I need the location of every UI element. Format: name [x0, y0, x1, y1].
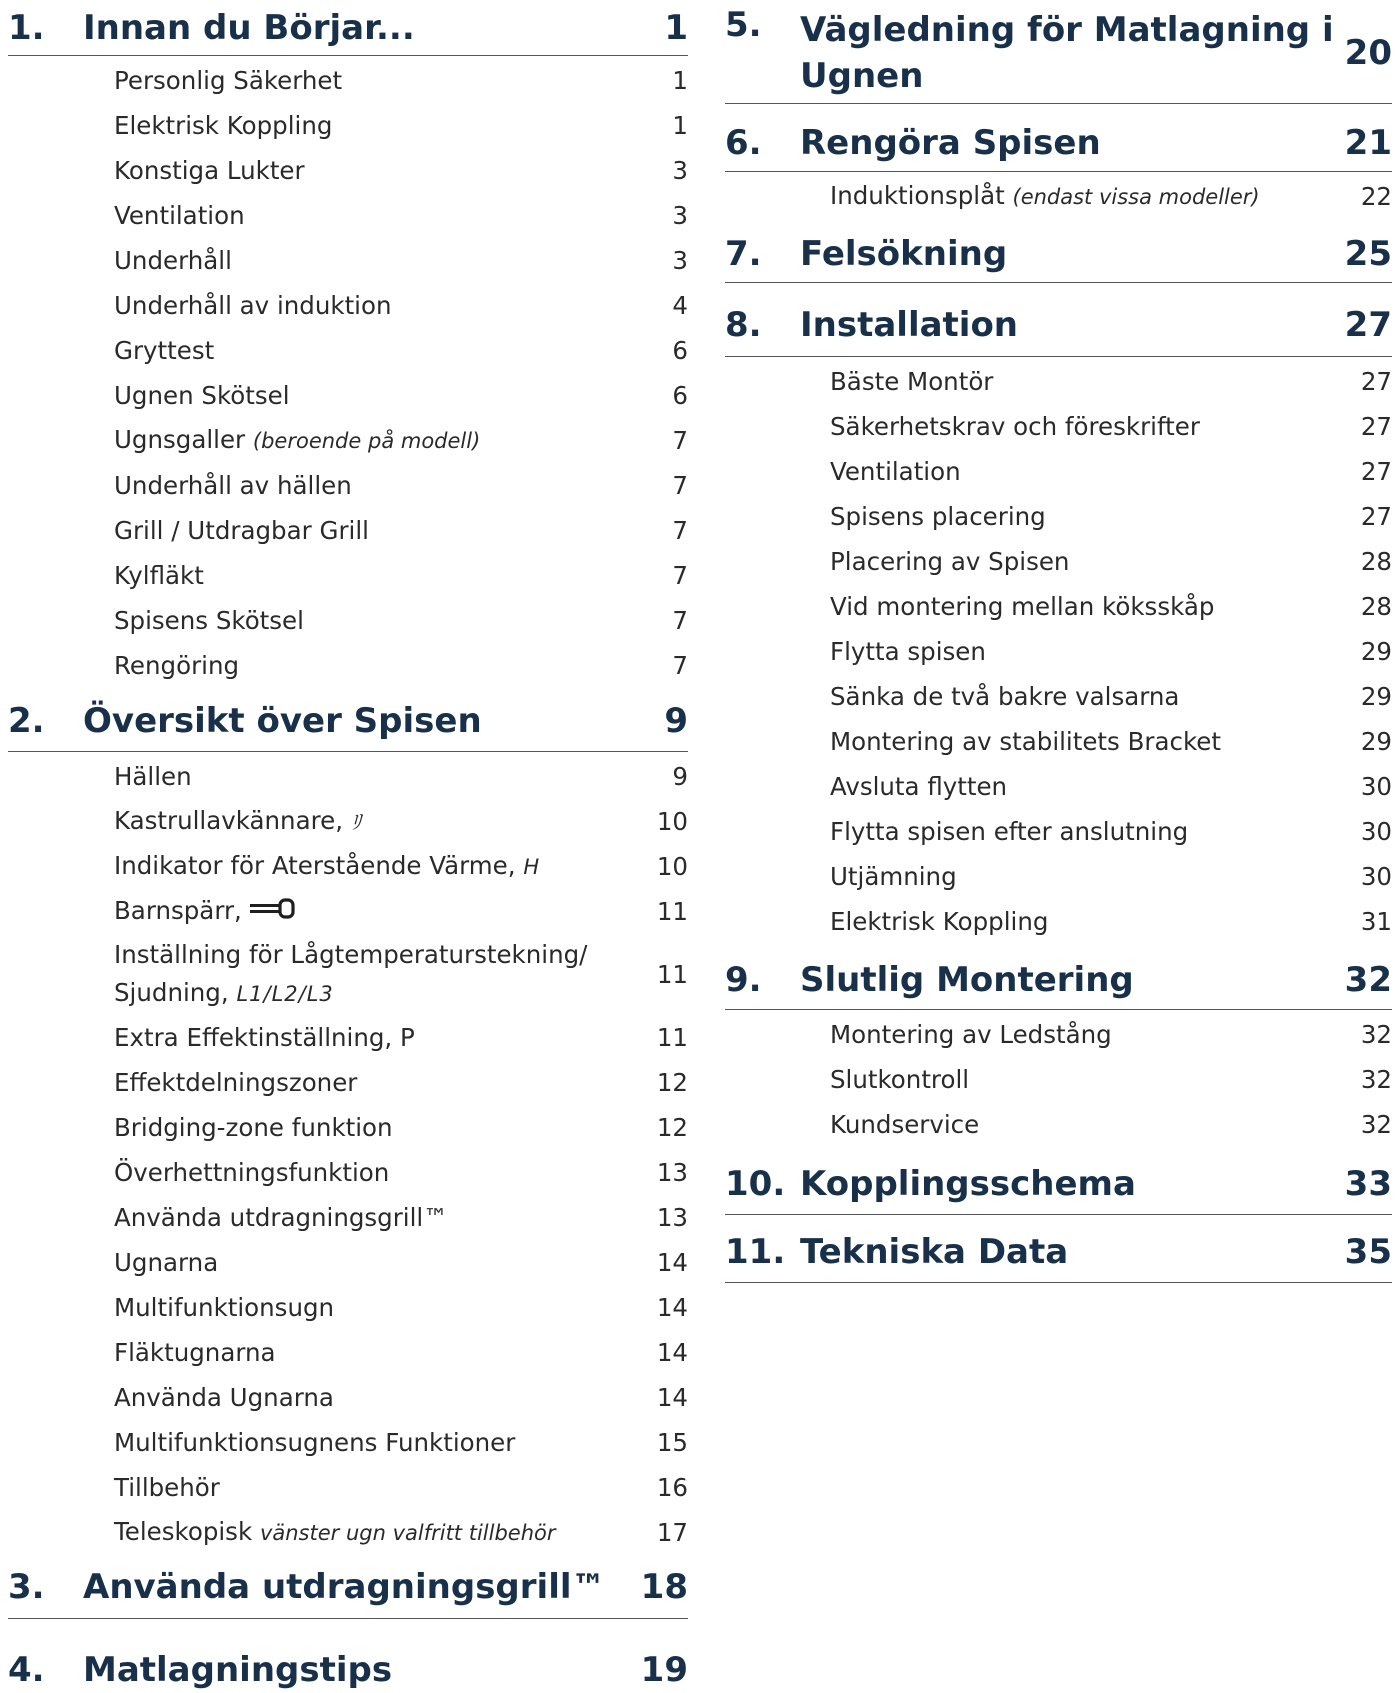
toc-entry[interactable] [8, 1285, 688, 1330]
entry-page: 27 [1360, 412, 1392, 441]
entry-title: Rengöring [114, 650, 240, 680]
toc-section-heading[interactable] [725, 283, 1392, 357]
entry-page: 14 [656, 1248, 688, 1277]
entry-page: 7 [672, 606, 688, 635]
entry-title: Slutkontroll [830, 1064, 970, 1094]
toc-section-heading[interactable] [8, 1555, 688, 1619]
toc-entry[interactable] [8, 799, 688, 844]
section-title: Översikt över Spisen [83, 700, 482, 741]
entry-title: Elektrisk Koppling [114, 110, 333, 140]
entry-title: Grill / Utdragbar Grill [114, 515, 369, 545]
section-number: 1. [8, 7, 45, 48]
entry-page: 31 [1360, 907, 1392, 936]
entry-title-line2: Sjudning, [114, 978, 229, 1007]
toc-entry[interactable] [8, 1015, 688, 1060]
entry-page: 6 [672, 381, 688, 410]
entry-page: 30 [1360, 772, 1392, 801]
toc-section-7 [725, 219, 1392, 283]
entry-title: Multifunktionsugnens Funktioner [114, 1427, 516, 1457]
section-page: 9 [664, 700, 688, 741]
entry-title: Montering av stabilitets Bracket [830, 726, 1221, 756]
toc-section-2 [8, 690, 688, 1555]
entry-page: 32 [1360, 1065, 1392, 1094]
entry-title: Konstiga Lukter [114, 155, 305, 185]
entry-page: 4 [672, 291, 688, 320]
section-number: 8. [725, 304, 762, 345]
toc-entry[interactable] [725, 174, 1392, 219]
section-title: Vägledning för Matlagning i [800, 9, 1334, 50]
toc-section-heading[interactable] [725, 219, 1392, 283]
toc-entry[interactable] [8, 463, 688, 508]
entry-title: Montering av Ledstång [830, 1019, 1112, 1049]
toc-entry[interactable] [8, 754, 688, 799]
entry-page: 14 [656, 1383, 688, 1412]
section-number: 10. [725, 1163, 786, 1204]
toc-entry[interactable] [8, 1375, 688, 1420]
entry-title: Ugnsgaller [114, 425, 246, 454]
entry-title: Effektdelningszoner [114, 1067, 358, 1097]
entry-page: 13 [656, 1158, 688, 1187]
toc-entry[interactable] [8, 508, 688, 553]
entry-title: Underhåll av induktion [114, 290, 392, 320]
entry-title: Utjämning [830, 861, 957, 891]
toc-entry[interactable] [8, 1330, 688, 1375]
toc-entry[interactable] [8, 1105, 688, 1150]
entry-page: 10 [656, 852, 688, 881]
toc-section-heading[interactable] [8, 1619, 688, 1693]
entry-page: 1 [672, 66, 688, 95]
entry-title: Kundservice [830, 1109, 980, 1139]
entry-page: 16 [656, 1473, 688, 1502]
toc-entry[interactable] [8, 283, 688, 328]
entry-page: 7 [672, 516, 688, 545]
entry-title: Ugnen Skötsel [114, 380, 290, 410]
toc-left-column [8, 0, 688, 1693]
entry-page: 11 [656, 897, 688, 926]
toc-entry[interactable] [8, 889, 688, 934]
toc-section-heading[interactable] [8, 690, 688, 752]
entry-title: Ugnarna [114, 1247, 219, 1277]
toc-entry[interactable] [8, 418, 688, 463]
toc-entry[interactable] [725, 404, 1392, 449]
entry-page: 30 [1360, 817, 1392, 846]
toc-entry[interactable] [725, 539, 1392, 584]
section-number: 7. [725, 233, 762, 274]
section-title: Felsökning [800, 233, 1008, 274]
entry-title: Ventilation [830, 456, 961, 486]
entry-page: 7 [672, 561, 688, 590]
toc-entry[interactable] [725, 899, 1392, 944]
entry-page: 9 [672, 762, 688, 791]
section-number: 4. [8, 1650, 45, 1690]
entry-note: vänster ugn valfritt tillbehör [259, 1521, 556, 1545]
entry-title: Ventilation [114, 200, 245, 230]
entry-page: 32 [1360, 1020, 1392, 1049]
entry-page: 28 [1360, 547, 1392, 576]
entry-title: Teleskopisk [114, 1517, 253, 1546]
entry-page: 32 [1360, 1110, 1392, 1139]
toc-section-3 [8, 1555, 688, 1619]
entry-title: Använda Ugnarna [114, 1382, 334, 1412]
entry-title: Flytta spisen [830, 636, 986, 666]
entry-title: Tillbehör [114, 1472, 220, 1502]
section-page: 32 [1344, 959, 1392, 1000]
entry-title: Underhåll av hällen [114, 470, 352, 500]
entry-note: (endast vissa modeller) [1012, 185, 1260, 209]
entry-page: 14 [656, 1293, 688, 1322]
toc-entry[interactable] [725, 1012, 1392, 1057]
toc-section-heading[interactable] [725, 1215, 1392, 1283]
section-page: 1 [664, 7, 688, 48]
entry-title: Multifunktionsugn [114, 1292, 335, 1322]
entry-title: Inställning för Lågtemperaturstekning/ [114, 940, 588, 969]
entry-title: Placering av Spisen [830, 546, 1070, 576]
entry-note: (beroende på modell) [252, 429, 481, 453]
toc-entry[interactable] [725, 629, 1392, 674]
section-page: 18 [640, 1566, 688, 1607]
entry-page: 12 [656, 1068, 688, 1097]
entry-page: 1 [672, 111, 688, 140]
toc-entry[interactable] [725, 584, 1392, 629]
entry-title: Indikator för Aterstående Värme, [114, 851, 516, 880]
section-title: Rengöra Spisen [800, 122, 1101, 163]
entry-title: Överhettningsfunktion [114, 1157, 390, 1187]
toc-entry[interactable] [725, 854, 1392, 899]
toc-section-heading[interactable] [725, 1147, 1392, 1215]
toc-entry[interactable] [8, 58, 688, 103]
toc-section-heading[interactable] [725, 104, 1392, 172]
entry-page: 30 [1360, 862, 1392, 891]
toc-section-6 [725, 104, 1392, 219]
entry-title: Personlig Säkerhet [114, 65, 343, 95]
entry-title: Kylfläkt [114, 560, 204, 590]
toc-entry[interactable] [8, 598, 688, 643]
entry-page: 27 [1360, 367, 1392, 396]
toc-entry[interactable] [8, 103, 688, 148]
entry-title: Bäste Montör [830, 366, 994, 396]
entry-title: Spisens Skötsel [114, 605, 304, 635]
entry-title: Gryttest [114, 335, 215, 365]
entry-title: Sänka de två bakre valsarna [830, 681, 1180, 711]
toc-entry[interactable] [8, 1150, 688, 1195]
residual-heat-symbol: H [523, 855, 541, 879]
section-title: Installation [800, 304, 1019, 345]
section-page: 20 [1344, 32, 1392, 73]
toc-entry[interactable] [725, 449, 1392, 494]
section-number: 2. [8, 700, 45, 741]
toc-section-1 [8, 0, 688, 688]
entry-page: 7 [672, 651, 688, 680]
toc-section-10 [725, 1147, 1392, 1215]
section-title: Innan du Börjar... [83, 7, 415, 48]
entry-page: 13 [656, 1203, 688, 1232]
toc-entry[interactable] [725, 1102, 1392, 1147]
entry-page: 7 [672, 471, 688, 500]
section-page: 35 [1344, 1231, 1392, 1272]
entry-title: Säkerhetskrav och föreskrifter [830, 411, 1200, 441]
entry-page: 10 [656, 807, 688, 836]
entry-title: Extra Effektinställning, P [114, 1022, 415, 1052]
section-page: 25 [1344, 233, 1392, 274]
entry-title: Spisens placering [830, 501, 1046, 531]
toc-entry[interactable] [725, 359, 1392, 404]
low-temp-symbol: L1/L2/L3 [236, 982, 334, 1006]
entry-title: Kastrullavkännare, [114, 806, 343, 835]
toc-entry[interactable] [8, 1060, 688, 1105]
section-title: Slutlig Montering [800, 959, 1134, 1000]
toc-section-9 [725, 944, 1392, 1147]
entry-title: Vid montering mellan köksskåp [830, 591, 1215, 621]
toc-entry[interactable] [8, 328, 688, 373]
section-title: Använda utdragningsgrill™ [83, 1566, 606, 1607]
toc-entry[interactable] [8, 1195, 688, 1240]
toc-entry[interactable] [8, 193, 688, 238]
toc-section-8 [725, 283, 1392, 944]
section-title: Matlagningstips [83, 1650, 393, 1690]
entry-page: 11 [656, 1023, 688, 1052]
entry-title: Använda utdragningsgrill™ [114, 1202, 448, 1232]
entry-page: 22 [1360, 182, 1392, 211]
child-lock-icon [250, 893, 298, 931]
toc-section-heading[interactable] [725, 0, 1392, 104]
section-page: 21 [1344, 122, 1392, 163]
entry-page: 17 [656, 1518, 688, 1547]
section-page: 27 [1344, 304, 1392, 345]
toc-section-11 [725, 1215, 1392, 1283]
toc-entry[interactable] [8, 1465, 688, 1510]
entry-page: 11 [656, 960, 688, 989]
section-title: Tekniska Data [800, 1231, 1069, 1272]
entry-page: 29 [1360, 682, 1392, 711]
toc-entry[interactable] [8, 148, 688, 193]
entry-title: Flytta spisen efter anslutning [830, 816, 1189, 846]
section-number: 9. [725, 959, 762, 1000]
entry-page: 27 [1360, 457, 1392, 486]
entry-page: 3 [672, 246, 688, 275]
entry-page: 14 [656, 1338, 688, 1367]
toc-right-column [725, 0, 1392, 1283]
entry-page: 28 [1360, 592, 1392, 621]
entry-page: 7 [672, 426, 688, 455]
entry-title: Underhåll [114, 245, 232, 275]
section-number: 5. [725, 5, 762, 45]
section-page: 33 [1344, 1163, 1392, 1204]
entry-page: 29 [1360, 727, 1392, 756]
toc-entry[interactable] [725, 809, 1392, 854]
entry-title: Fläktugnarna [114, 1337, 276, 1367]
toc-entry[interactable] [8, 1510, 688, 1555]
toc-entry[interactable] [8, 643, 688, 688]
section-number: 11. [725, 1231, 786, 1272]
entry-page: 6 [672, 336, 688, 365]
toc-entry[interactable] [8, 844, 688, 889]
entry-page: 3 [672, 156, 688, 185]
entry-page: 12 [656, 1113, 688, 1142]
section-number: 3. [8, 1566, 45, 1607]
toc-entry[interactable] [8, 1420, 688, 1465]
toc-entry[interactable] [8, 238, 688, 283]
toc-section-heading[interactable] [725, 944, 1392, 1010]
toc-entry[interactable] [725, 764, 1392, 809]
entry-page: 27 [1360, 502, 1392, 531]
section-title: Kopplingsschema [800, 1163, 1136, 1204]
toc-entry[interactable] [8, 934, 688, 1015]
toc-section-4 [8, 1619, 688, 1693]
entry-title: Barnspärr, [114, 896, 242, 925]
toc-section-5 [725, 0, 1392, 104]
entry-title: Avsluta flytten [830, 771, 1008, 801]
toc-entry[interactable] [725, 494, 1392, 539]
entry-title: Elektrisk Koppling [830, 906, 1049, 936]
entry-title: Induktionsplåt [830, 181, 1005, 210]
entry-title: Bridging-zone funktion [114, 1112, 393, 1142]
toc-entry[interactable] [725, 674, 1392, 719]
entry-page: 29 [1360, 637, 1392, 666]
section-page: 19 [640, 1650, 688, 1690]
toc-entry[interactable] [725, 719, 1392, 764]
toc-entry[interactable] [725, 1057, 1392, 1102]
section-title-line2: Ugnen [800, 55, 924, 96]
entry-page: 15 [656, 1428, 688, 1457]
entry-title: Hällen [114, 761, 192, 791]
pan-detect-symbol: ﾘ [350, 810, 363, 834]
toc-entry[interactable] [8, 1240, 688, 1285]
section-number: 6. [725, 122, 762, 163]
toc-section-heading[interactable] [8, 0, 688, 56]
toc-entry[interactable] [8, 553, 688, 598]
entry-page: 3 [672, 201, 688, 230]
toc-entry[interactable] [8, 373, 688, 418]
